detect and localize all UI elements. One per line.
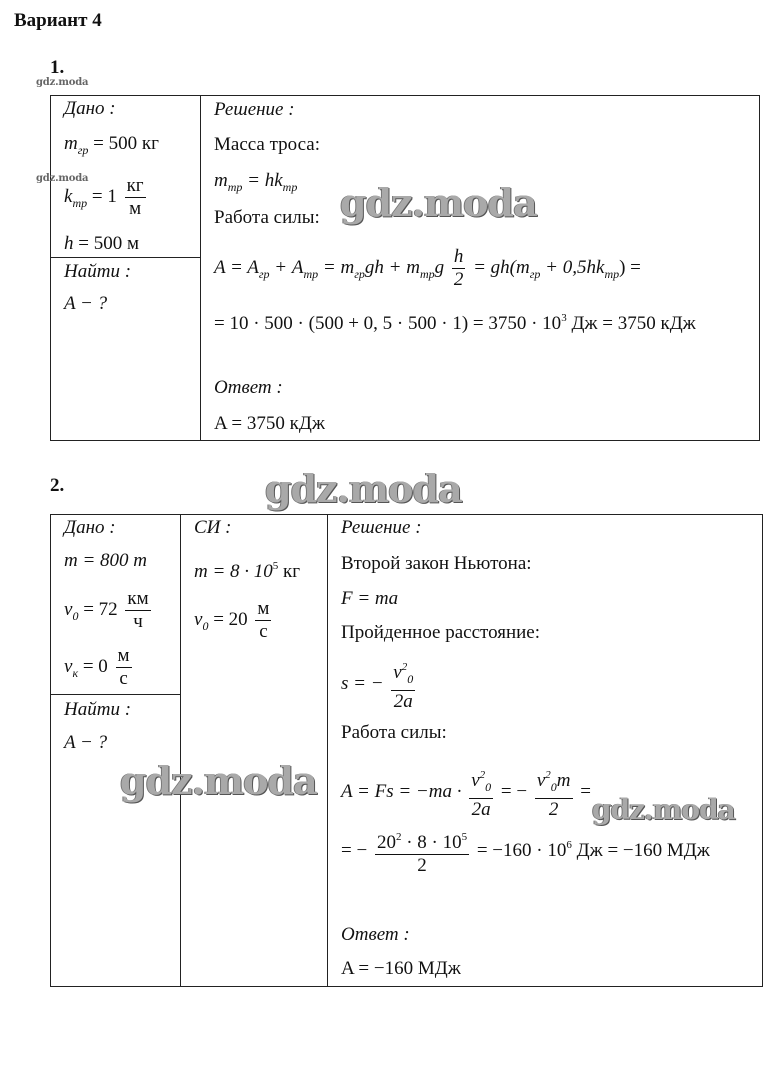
given-rope-density: $k_{тр} = 1$ $\frac{кг}{м}$: [64, 175, 144, 219]
given-heading: Дано :: [64, 517, 116, 538]
si-mass: $m = 8 \cdot 10^5$ кг: [194, 560, 301, 582]
find-heading: Найти :: [64, 699, 132, 720]
work-formula-line-1: $A = A_{гр} + A_{тр} = m_{гр}gh + m_{тр}g$ $\frac{h}{2}$ = $gh(m_{гр} + 0,5hk_{тр})$ =: [214, 246, 641, 290]
watermark-small: gdz.moda: [36, 173, 89, 184]
rope-mass-label: Масса троса:: [214, 134, 320, 155]
find-target: A − ?: [64, 293, 108, 314]
watermark: gdz.moda: [340, 180, 537, 225]
distance-formula: s = − $\frac{v^2_0}{2a}$: [341, 656, 418, 713]
given-cargo-mass: $m_{гр} = 500$ кг: [64, 133, 159, 157]
given-height: h = 500 м: [64, 233, 139, 254]
work-label: Работа силы:: [214, 207, 320, 228]
distance-label: Пройденное расстояние:: [341, 622, 541, 643]
watermark-small: gdz.moda: [36, 77, 89, 88]
table-divider: [200, 95, 201, 441]
watermark: gdz.moda: [265, 466, 462, 511]
si-heading: СИ :: [194, 517, 232, 538]
table-divider: [180, 514, 181, 987]
watermark: gdz.moda: [120, 758, 317, 803]
answer-value: A = 3750 кДж: [214, 413, 325, 434]
work-formula: A = Fs = −ma · $\frac{v^2_0}{2a}$ = − $\frac{v^2_0m}{2}$ =: [341, 764, 591, 821]
answer-heading: Ответ :: [214, 377, 283, 398]
watermark: gdz.moda: [592, 793, 735, 826]
rope-mass-formula: $m_{тр} = hk_{тр}$: [214, 170, 298, 194]
work-label: Работа силы:: [341, 722, 447, 743]
find-heading: Найти :: [64, 261, 132, 282]
find-target: A − ?: [64, 732, 108, 753]
solution-heading: Решение :: [341, 517, 422, 538]
table-divider: [50, 694, 180, 695]
si-initial-velocity: $v_0 = 20$ $\frac{м}{с}$: [194, 598, 270, 642]
problem-1-number: 1.: [50, 57, 65, 78]
given-final-velocity: $v_к = 0$ $\frac{м}{с}$: [64, 645, 130, 689]
work-formula-line-2: = 10 · 500 · (500 + 0, $5 \cdot 500 \cdot 1) = 3750 \cdot 10^3$ Дж = 3750 кДж: [214, 312, 696, 334]
page-title: Вариант 4: [14, 10, 102, 31]
given-initial-velocity: $v_0 = 72$ $\frac{км}{ч}$: [64, 588, 149, 632]
newton-label: Второй закон Ньютона:: [341, 553, 532, 574]
solution-heading: Решение :: [214, 99, 295, 120]
newton-formula: F = ma: [341, 588, 399, 609]
given-mass: m = 800 т: [64, 550, 148, 571]
problem-2-table: [50, 514, 763, 987]
calculation: = − $\frac{20^2 \cdot 8 \cdot 10^5}{2}$ = $-160 \cdot 10^6$ Дж = −160 МДж: [341, 826, 710, 877]
given-heading: Дано :: [64, 98, 116, 119]
table-divider: [327, 514, 328, 987]
answer-heading: Ответ :: [341, 924, 410, 945]
problem-2-number: 2.: [50, 475, 65, 496]
table-divider: [50, 257, 200, 258]
answer-value: A = −160 МДж: [341, 958, 461, 979]
